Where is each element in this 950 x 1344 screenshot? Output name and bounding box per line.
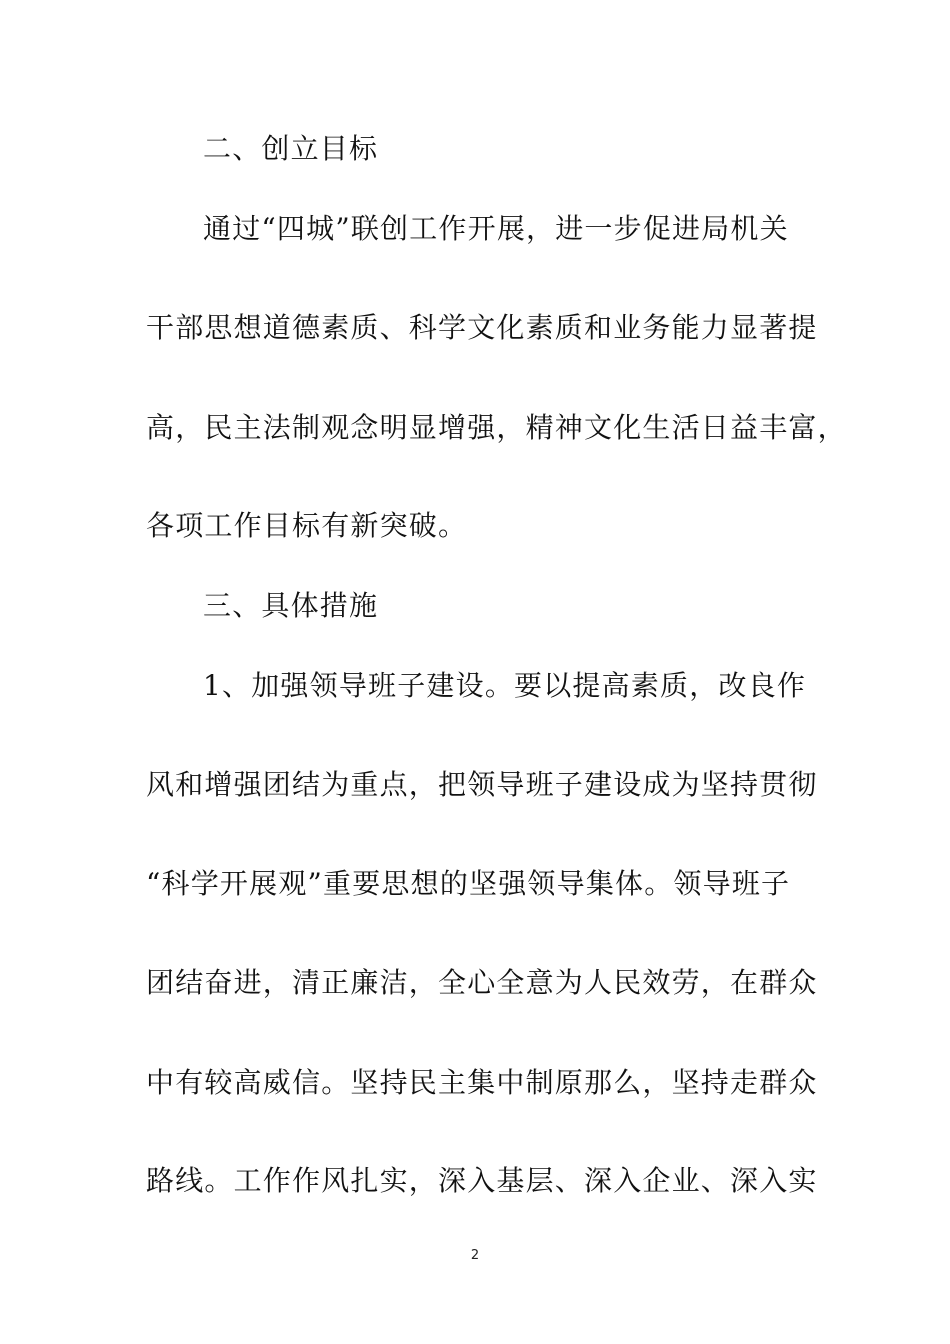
paragraph-line: 各项工作目标有新突破。	[146, 509, 468, 542]
section-heading-measures: 三、具体措施	[203, 589, 379, 622]
paragraph-line: 高，民主法制观念明显增强，精神文化生活日益丰富，	[146, 411, 847, 444]
paragraph-line: “科学开展观”重要思想的坚强领导集体。领导班子	[146, 867, 791, 900]
paragraph-line: 1、加强领导班子建设。要以提高素质，改良作	[203, 669, 807, 702]
paragraph-line: 通过“四城”联创工作开展，进一步促进局机关	[203, 212, 789, 245]
paragraph-line: 团结奋进，清正廉洁，全心全意为人民效劳，在群众	[146, 966, 818, 999]
paragraph-line: 中有较高威信。坚持民主集中制原那么，坚持走群众	[146, 1066, 818, 1099]
paragraph-line: 路线。工作作风扎实，深入基层、深入企业、深入实	[146, 1164, 818, 1197]
paragraph-line: 干部思想道德素质、科学文化素质和业务能力显著提	[146, 311, 818, 344]
page-number: 2	[470, 1248, 480, 1263]
paragraph-line: 风和增强团结为重点，把领导班子建设成为坚持贯彻	[146, 768, 818, 801]
section-heading-goals: 二、创立目标	[203, 132, 379, 165]
